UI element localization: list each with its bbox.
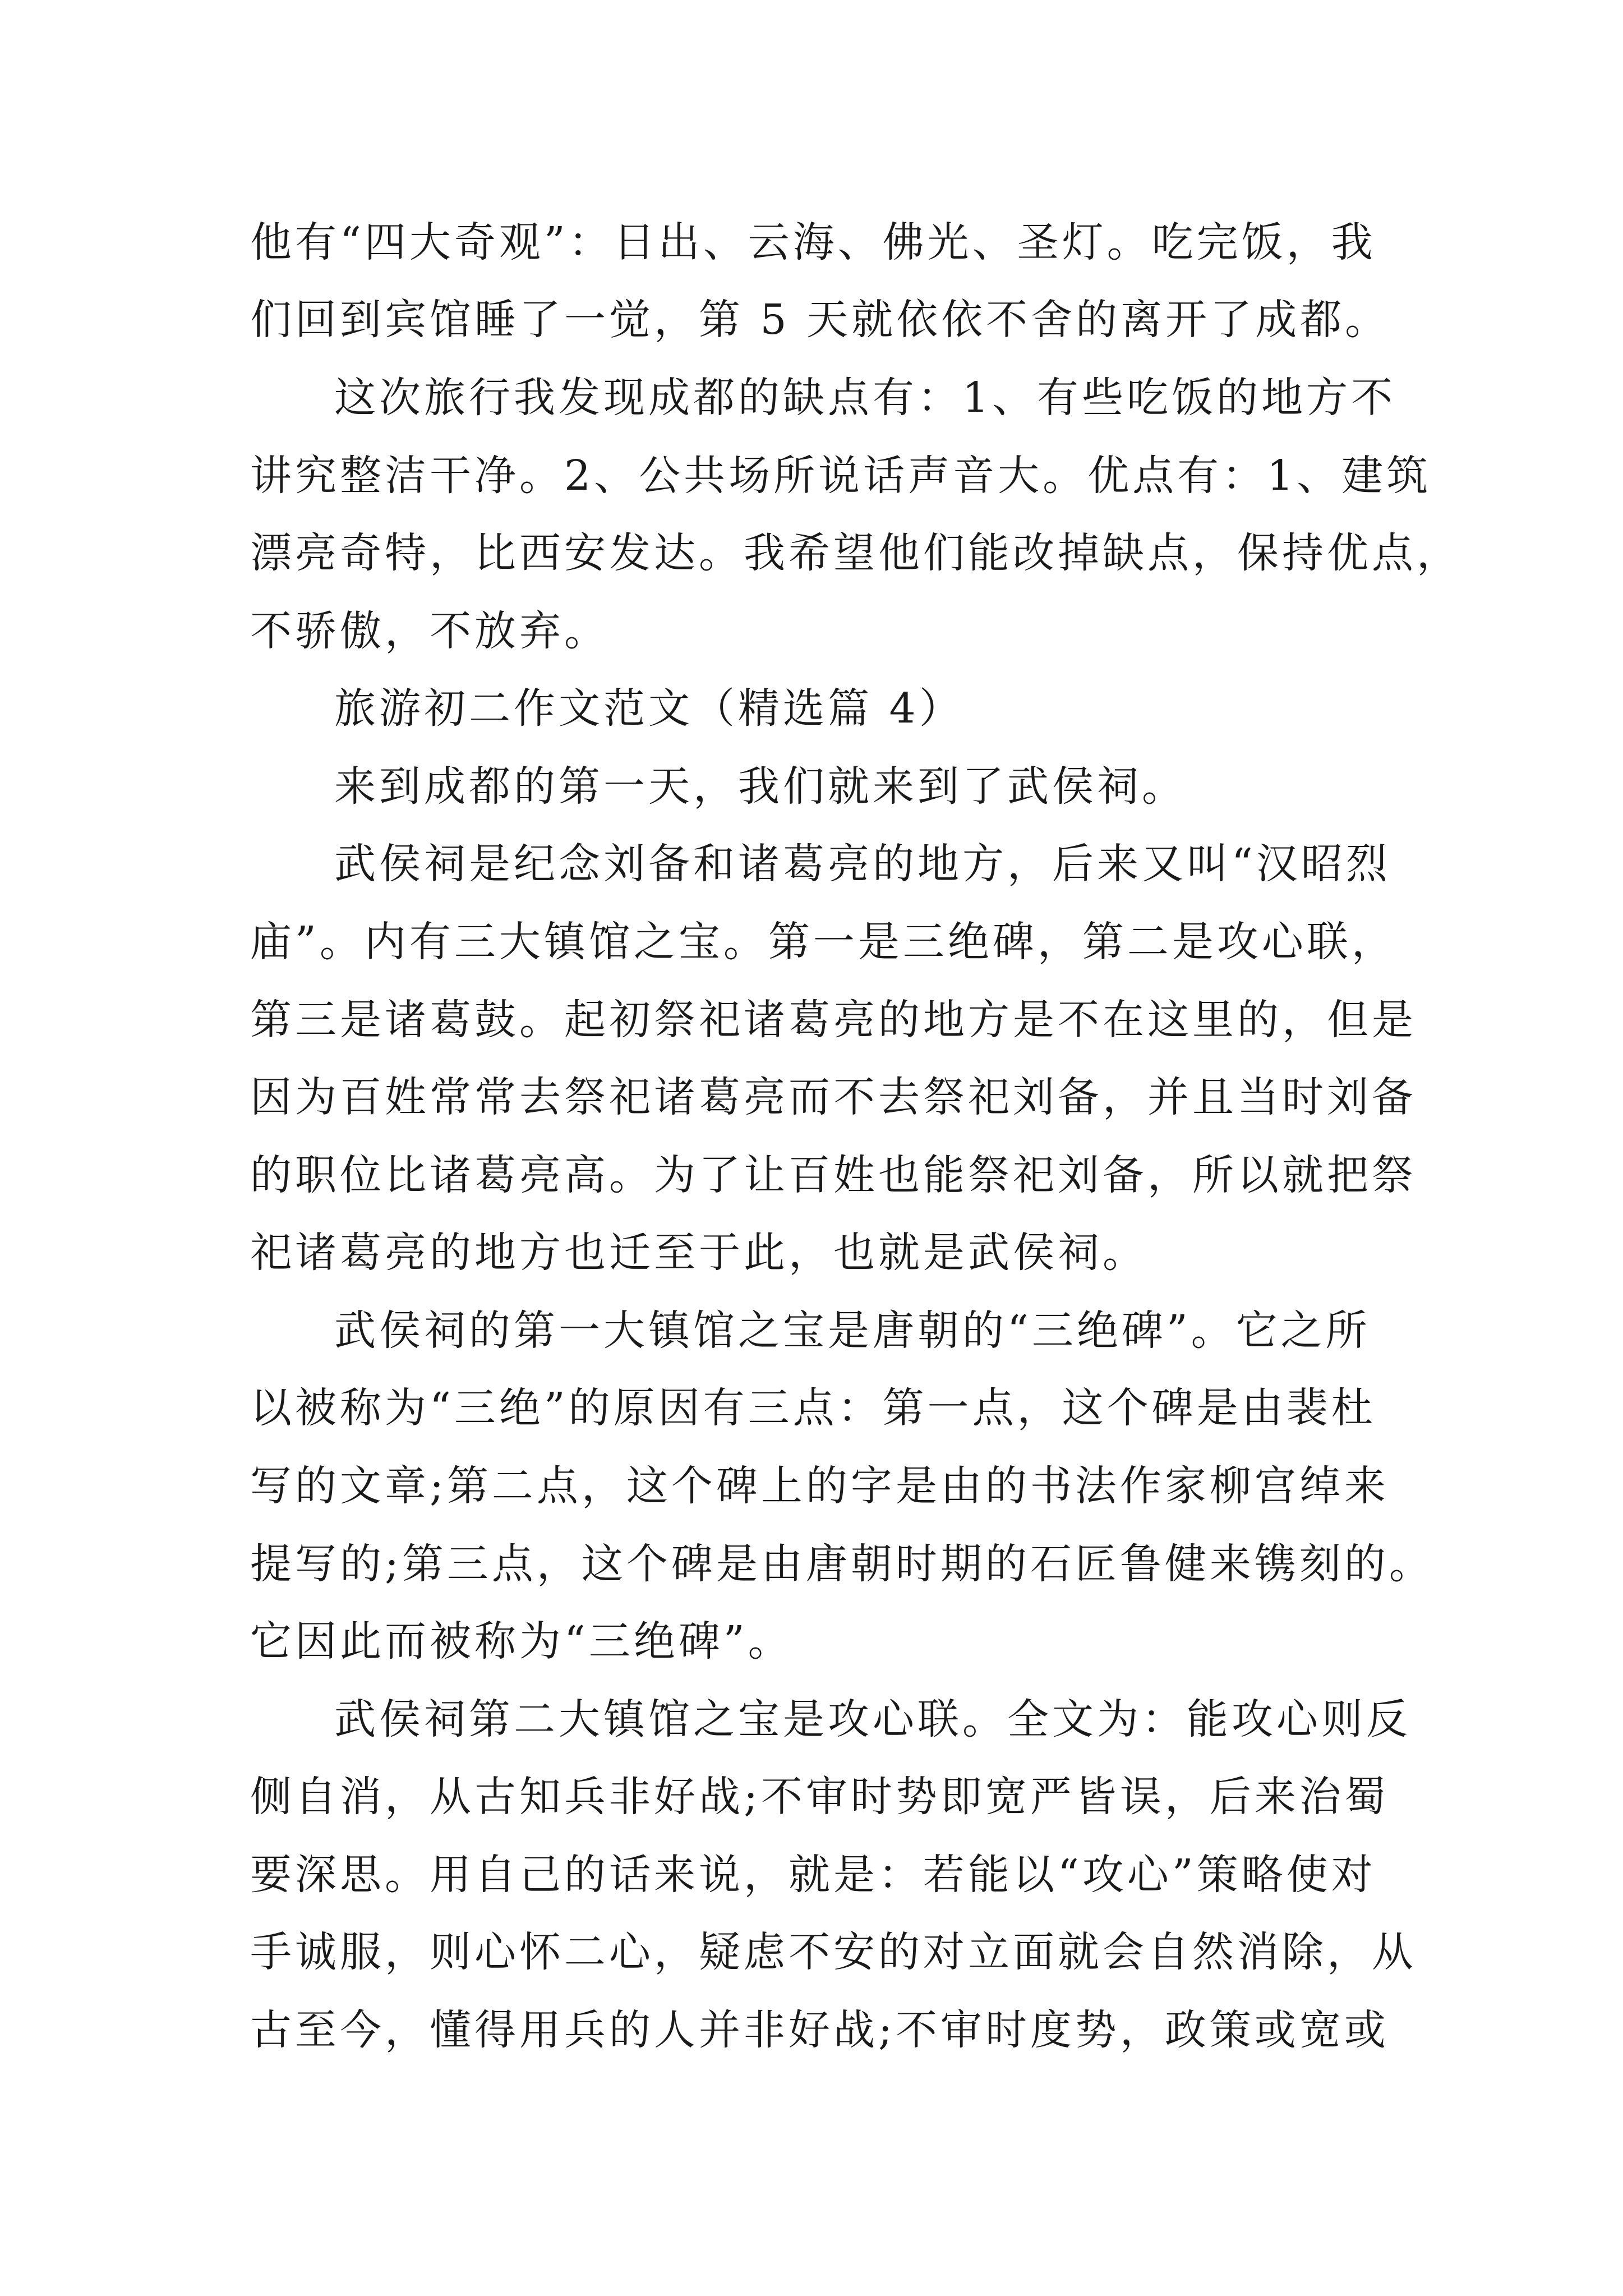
text-line: 古至今，懂得用兵的人并非好战;不审时度势，政策或宽或: [250, 2006, 1389, 2054]
text-line: 他有“四大奇观”：日出、云海、佛光、圣灯。吃完饭，我: [250, 218, 1376, 266]
text-line: 来到成都的第一天，我们就来到了武侯祠。: [334, 762, 1187, 811]
text-line: 庙”。内有三大镇馆之宝。第一是三绝碑，第二是攻心联，: [250, 918, 1396, 966]
text-line: 因为百姓常常去祭祀诸葛亮而不去祭祀刘备，并且当时刘备: [250, 1073, 1417, 1121]
text-line: 武侯祠第二大镇馆之宝是攻心联。全文为：能攻心则反: [334, 1695, 1411, 1743]
text-line: 第三是诸葛鼓。起初祭祀诸葛亮的地方是不在这里的，但是: [250, 996, 1417, 1044]
text-line: 以被称为“三绝”的原因有三点：第一点，这个碑是由裴杜: [250, 1384, 1376, 1432]
text-line: 武侯祠是纪念刘备和诸葛亮的地方，后来又叫“汉昭烈: [334, 840, 1391, 888]
section-heading: 旅游初二作文范文（精选篇 4）: [334, 684, 964, 733]
text-line: 不骄傲，不放弃。: [250, 607, 609, 655]
text-line: 要深思。用自己的话来说，就是：若能以“攻心”策略使对: [250, 1851, 1376, 1899]
text-line: 提写的;第三点，这个碑是由唐朝时期的石匠鲁健来镌刻的。: [250, 1540, 1434, 1588]
text-line: 讲究整洁干净。2、公共场所说话声音大。优点有：1、建筑: [250, 452, 1432, 500]
text-line: 侧自消，从古知兵非好战;不审时势即宽严皆误，后来治蜀: [250, 1773, 1389, 1821]
text-line: 手诚服，则心怀二心，疑虑不安的对立面就会自然消除，从: [250, 1928, 1417, 1976]
text-line: 们回到宾馆睡了一觉，第 5 天就依依不舍的离开了成都。: [250, 296, 1390, 344]
text-line: 它因此而被称为“三绝碑”。: [250, 1617, 793, 1665]
text-line: 漂亮奇特，比西安发达。我希望他们能改掉缺点，保持优点，: [250, 529, 1461, 577]
text-line: 写的文章;第二点，这个碑上的字是由的书法作家柳宫绰来: [250, 1462, 1389, 1510]
text-line: 的职位比诸葛亮高。为了让百姓也能祭祀刘备，所以就把祭: [250, 1151, 1417, 1199]
text-line: 祀诸葛亮的地方也迁至于此，也就是武侯祠。: [250, 1228, 1147, 1277]
text-line: 武侯祠的第一大镇馆之宝是唐朝的“三绝碑”。它之所: [334, 1306, 1371, 1355]
text-line: 这次旅行我发现成都的缺点有：1、有些吃饭的地方不: [334, 374, 1396, 422]
